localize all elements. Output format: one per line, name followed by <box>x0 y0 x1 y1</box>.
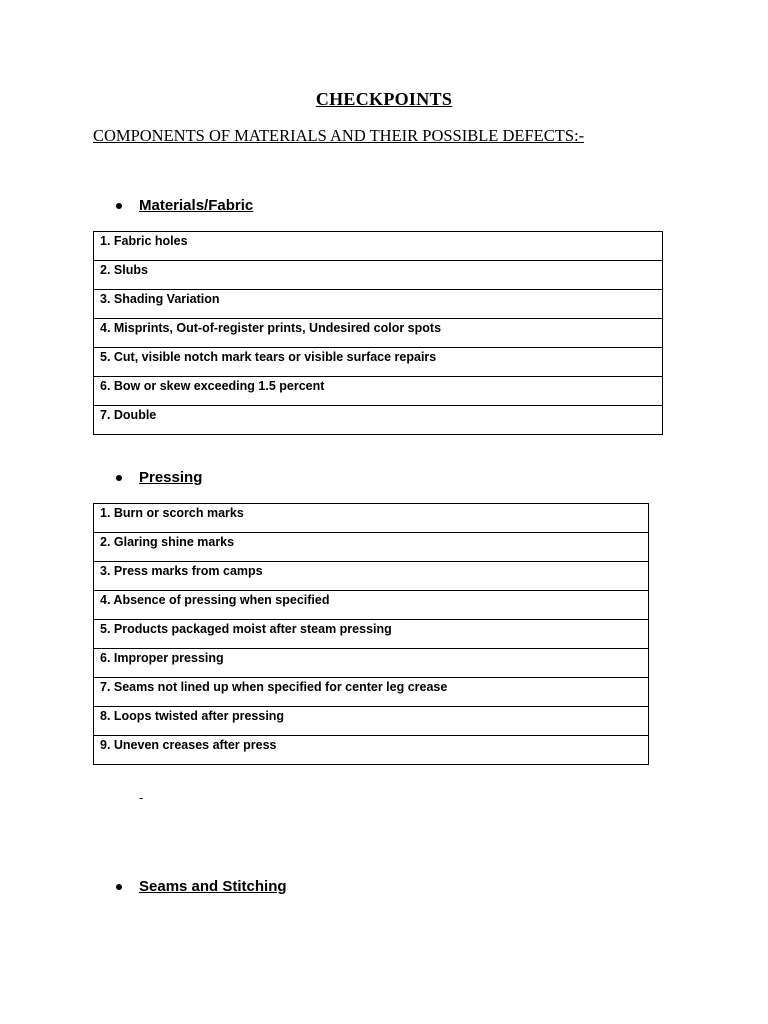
table-row <box>94 406 663 435</box>
table-cell: 1. Burn or scorch marks <box>94 504 649 533</box>
table-row <box>94 232 663 261</box>
table-cell: 8. Loops twisted after pressing <box>94 707 649 736</box>
table-row <box>94 707 649 736</box>
table-row <box>94 504 649 533</box>
table-cell: 6. Improper pressing <box>94 649 649 678</box>
table-cell: 2. Slubs <box>94 261 663 290</box>
table-row <box>94 620 649 649</box>
table-cell: 2. Glaring shine marks <box>94 533 649 562</box>
section-heading-materials-fabric <box>116 197 253 214</box>
pressing-defects-table <box>93 503 649 765</box>
table-row <box>94 678 649 707</box>
table-cell: 7. Seams not lined up when specified for center leg crease <box>94 678 649 707</box>
table-cell: 3. Shading Variation <box>94 290 663 319</box>
section-heading-label: Pressing <box>139 469 203 486</box>
page-subtitle: COMPONENTS OF MATERIALS AND THEIR POSSIBLE DEFECTS:- <box>93 126 585 145</box>
table-row <box>94 290 663 319</box>
stray-dash-mark: - <box>139 790 144 805</box>
table-cell: 5. Products packaged moist after steam pressing <box>94 620 649 649</box>
table-row <box>94 736 649 765</box>
table-row <box>94 591 649 620</box>
bullet-icon <box>116 475 122 481</box>
table-row <box>94 377 663 406</box>
table-cell: 4. Absence of pressing when specified <box>94 591 649 620</box>
table-row <box>94 261 663 290</box>
table-cell: 9. Uneven creases after press <box>94 736 649 765</box>
table-row <box>94 319 663 348</box>
table-cell: 4. Misprints, Out-of-register prints, Undesired color spots <box>94 319 663 348</box>
section-heading-pressing <box>116 469 202 486</box>
bullet-icon <box>116 203 122 209</box>
table-cell: 1. Fabric holes <box>94 232 663 261</box>
table-cell: 5. Cut, visible notch mark tears or visible surface repairs <box>94 348 663 377</box>
table-cell: 6. Bow or skew exceeding 1.5 percent <box>94 377 663 406</box>
section-heading-label: Seams and Stitching <box>139 878 287 895</box>
page-title: CHECKPOINTS <box>315 89 453 109</box>
table-row <box>94 533 649 562</box>
materials-fabric-defects-table <box>93 231 663 435</box>
section-heading-label: Materials/Fabric <box>139 197 254 214</box>
table-row <box>94 649 649 678</box>
table-row <box>94 348 663 377</box>
table-cell: 3. Press marks from camps <box>94 562 649 591</box>
bullet-icon <box>116 884 122 890</box>
table-cell: 7. Double <box>94 406 663 435</box>
table-row <box>94 562 649 591</box>
section-heading-seams-stitching <box>116 878 287 895</box>
